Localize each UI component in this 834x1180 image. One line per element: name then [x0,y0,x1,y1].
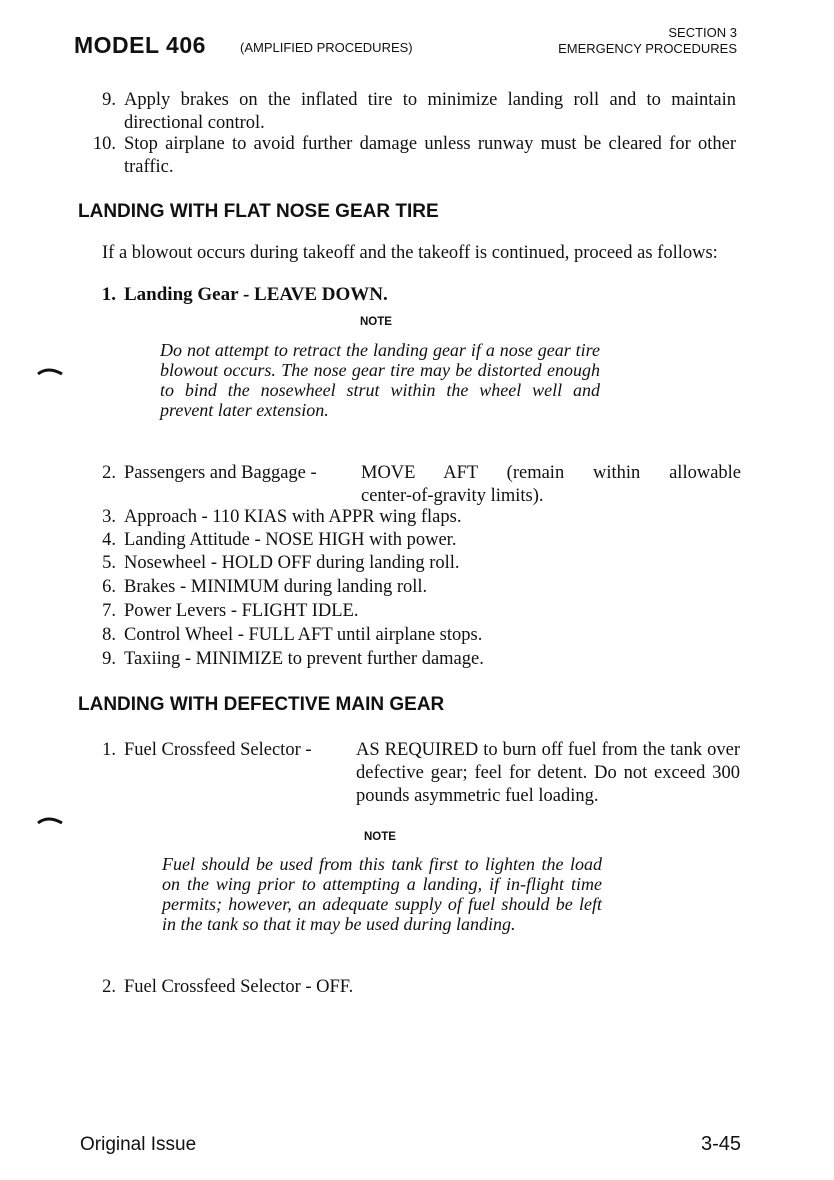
section-title: EMERGENCY PROCEDURES [558,41,737,56]
note-label: NOTE [360,316,392,328]
section-number: SECTION 3 [668,25,737,40]
header-section-block [558,25,737,57]
footer-issue: Original Issue [80,1134,197,1155]
section-heading-defective-main-gear: LANDING WITH DEFECTIVE MAIN GEAR [78,694,445,715]
page-number: 3-45 [700,1133,741,1155]
change-bar-icon [36,366,64,376]
section-heading-flat-nose-tire: LANDING WITH FLAT NOSE GEAR TIRE [78,201,439,222]
section-intro: If a blowout occurs during takeoff and the takeoff is continued, proceed as follows: [102,243,718,263]
note-label: NOTE [364,831,396,843]
header-model: MODEL 406 [74,32,206,58]
change-bar-icon [36,815,64,825]
header-subtitle: (AMPLIFIED PROCEDURES) [240,40,413,55]
note-text: Do not attempt to retract the landing gear if a nose gear tire blowout occurs. The nose gear tire may be distorted enough to bind the nosewheel strut within the wheel well and prevent later extension. [160,340,600,420]
note-text: Fuel should be used from this tank first to lighten the load on the wing prior to attempting a landing, if in-flight time permits; however, an adequate supply of fuel should be left in the tank so that it may be used during landing. [162,854,602,934]
